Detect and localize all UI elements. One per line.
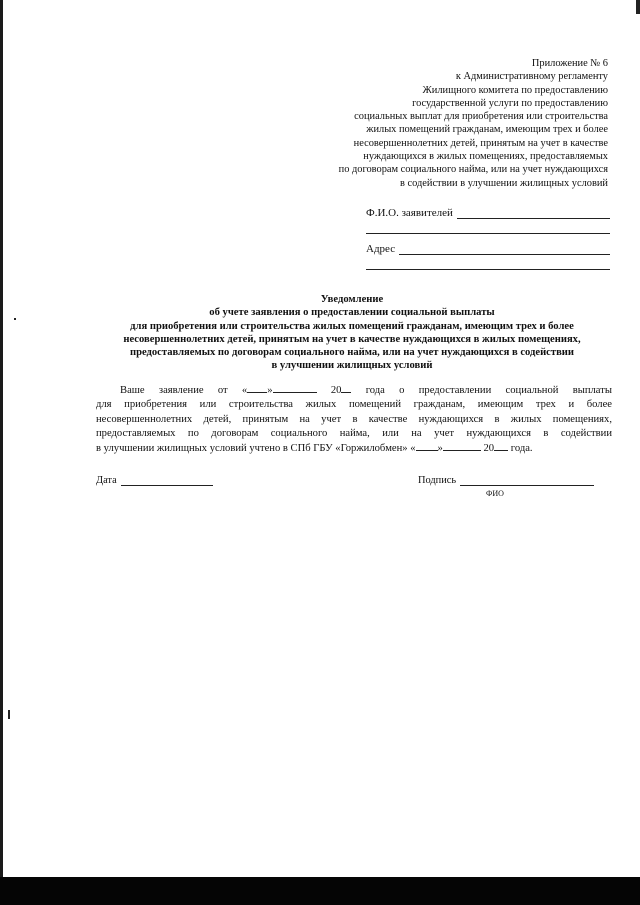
year-blank-2[interactable] [494, 441, 508, 451]
month-blank-2[interactable] [443, 441, 481, 451]
header-line: жилых помещений гражданам, имеющим трех и более [366, 124, 608, 136]
header-line: государственной услуги по предоставлению [412, 97, 608, 109]
body-text-part: года о предоставлении социальной выплаты [365, 385, 612, 396]
body-text-part: 20 [330, 385, 342, 396]
body-line [96, 383, 612, 398]
applicant-name-line-2[interactable] [366, 219, 610, 234]
title-line: об учете заявления о предоставлении социальной выплаты [209, 307, 495, 319]
date-label: Дата [96, 475, 117, 486]
body-text-part: » [267, 385, 273, 396]
day-blank-2[interactable] [416, 441, 438, 451]
body-line: предоставляемых по договорам социального найма, или на учет нуждающихся в содействии [96, 427, 612, 439]
address-label: Адрес [366, 243, 396, 255]
signature-field[interactable] [418, 475, 594, 486]
signature-line[interactable] [460, 475, 594, 486]
title-line: предоставляемых по договорам социального найма, или на учет нуждающихся в содействии [129, 347, 575, 359]
address-field[interactable] [366, 240, 610, 255]
body-text-part: » [437, 443, 443, 455]
date-field[interactable] [96, 475, 213, 486]
year-blank[interactable] [341, 383, 351, 393]
body-text-part: 20 [483, 443, 495, 455]
header-line: в содействии в улучшении жилищных условий [399, 177, 608, 189]
title-line: для приобретения или строительства жилых помещений гражданам, имеющим трех и более [130, 320, 574, 332]
header-line: социальных выплат для приобретения или строительства [354, 111, 608, 123]
appendix-header [278, 57, 608, 190]
body-line: несовершеннолетних детей, принятым на учет в качестве нуждающихся в жилых помещениях, [96, 413, 612, 425]
header-line: к Административному регламенту [455, 71, 608, 83]
scan-speck [14, 318, 16, 320]
applicant-name-field[interactable] [366, 204, 610, 219]
fio-caption: ФИО [486, 489, 504, 498]
body-line [96, 441, 612, 456]
date-line[interactable] [121, 475, 213, 486]
scan-speck [8, 710, 10, 719]
scan-edge-right [636, 0, 640, 14]
header-line: несовершеннолетних детей, принятым на учет в качестве [353, 137, 608, 149]
day-blank[interactable] [247, 383, 267, 393]
address-line-2[interactable] [366, 255, 610, 270]
header-line: Жилищного комитета по предоставлению [422, 84, 608, 96]
title-line: несовершеннолетних детей, принятым на учет в качестве нуждающихся в жилых помещениях, [123, 333, 581, 345]
notice-body [96, 383, 612, 456]
header-line: по договорам социального найма, или на учет нуждающихся [338, 164, 608, 176]
applicant-block [366, 204, 610, 270]
body-text-part: Ваше заявление от « [120, 385, 248, 396]
address-line[interactable] [399, 243, 610, 255]
title-line: в улучшении жилищных условий [271, 360, 433, 372]
header-line: Приложение № 6 [531, 58, 608, 69]
body-line: для приобретения или строительства жилых помещений гражданам, имеющим трех и более [96, 399, 612, 411]
signature-label: Подпись [418, 475, 457, 486]
notice-title [92, 293, 612, 373]
title-line: Уведомление [320, 294, 384, 305]
scan-edge-bottom [0, 877, 640, 905]
body-text-part: года. [510, 443, 533, 455]
header-line: нуждающихся в жилых помещениях, предоставляемых [363, 151, 608, 163]
scan-edge-left [0, 0, 3, 905]
applicant-name-label: Ф.И.О. заявителей [366, 207, 453, 219]
body-text-part: в улучшении жилищных условий учтено в СПб ГБУ «Горжилобмен» « [96, 443, 416, 455]
month-blank[interactable] [273, 383, 317, 393]
applicant-name-line[interactable] [457, 207, 610, 219]
